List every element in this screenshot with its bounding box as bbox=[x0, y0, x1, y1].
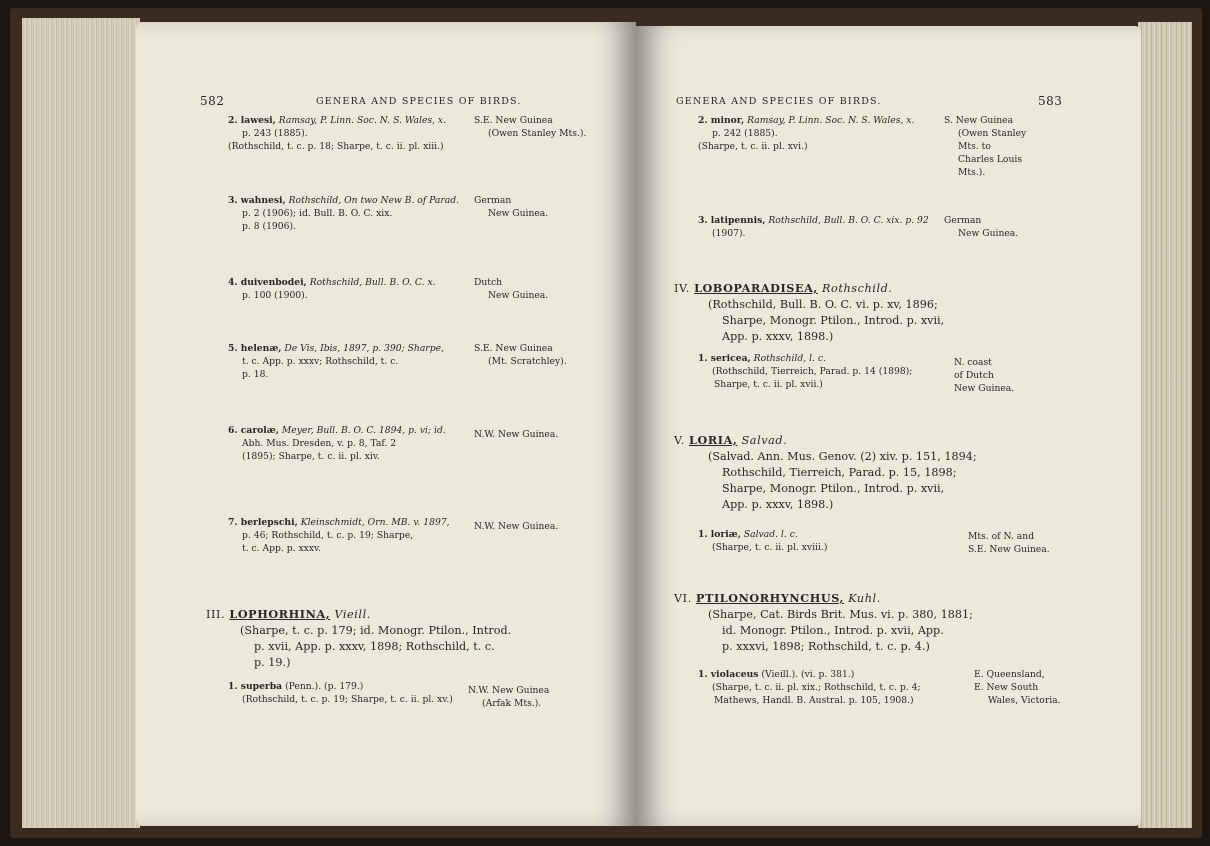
citation-line: p. 46; Rothschild, t. c. p. 19; Sharpe, bbox=[242, 530, 414, 541]
left-page bbox=[136, 22, 636, 826]
locality: Wales, Victoria. bbox=[988, 695, 1061, 706]
locality: (Arfak Mts.). bbox=[482, 698, 542, 709]
genus-number: VI. bbox=[674, 592, 692, 605]
genus-heading bbox=[674, 280, 944, 345]
genus-reference: App. p. xxxv, 1898.) bbox=[722, 498, 834, 511]
page-number: 582 bbox=[200, 94, 225, 108]
citation-line: (Rothschild, t. c. p. 18; Sharpe, t. c. ii. pl. xiii.) bbox=[228, 141, 444, 152]
locality: (Owen Stanley bbox=[958, 128, 1027, 139]
citation-line: p. 100 (1900). bbox=[242, 290, 308, 301]
locality: German bbox=[944, 215, 982, 226]
genus-author: Kuhl. bbox=[848, 592, 881, 605]
genus-reference: (Sharpe, Cat. Birds Brit. Mus. vi. p. 380, 1881; bbox=[708, 608, 973, 621]
species-name: 5. helenæ, bbox=[228, 343, 282, 354]
citation-line: (Rothschild, t. c. p. 19; Sharpe, t. c. ii. pl. xv.) bbox=[242, 694, 453, 705]
running-head: GENERA AND SPECIES OF BIRDS. bbox=[676, 96, 882, 107]
genus-author: Rothschild. bbox=[822, 282, 893, 295]
locality: N. coast bbox=[954, 357, 992, 368]
citation-line: p. 2 (1906); id. Bull. B. O. C. xix. bbox=[242, 208, 393, 219]
species-name: 2. minor, bbox=[698, 115, 745, 126]
species-name: 6. carolæ, bbox=[228, 425, 279, 436]
citation-line: Mathews, Handl. B. Austral. p. 105, 1908.) bbox=[714, 695, 914, 706]
citation-line: (Sharpe, t. c. ii. pl. xviii.) bbox=[712, 542, 828, 553]
genus-number: V. bbox=[674, 434, 685, 447]
species-name: 3. latipennis, bbox=[698, 215, 766, 226]
genus-reference: App. p. xxxv, 1898.) bbox=[722, 330, 834, 343]
locality: (Mt. Scratchley). bbox=[488, 356, 567, 367]
locality: German bbox=[474, 195, 512, 206]
locality: Mts.). bbox=[958, 167, 986, 178]
genus-reference: p. xvii, App. p. xxxv, 1898; Rothschild, t. c. bbox=[254, 640, 495, 653]
genus-name: LORIA, bbox=[689, 433, 738, 447]
locality: S. New Guinea bbox=[944, 115, 1014, 126]
right-page bbox=[636, 26, 1141, 826]
locality: E. Queensland, bbox=[974, 669, 1045, 680]
citation-line: Sharpe, t. c. ii. pl. xvii.) bbox=[714, 379, 823, 390]
citation-line: Ramsay, P. Linn. Soc. N. S. Wales, x. bbox=[278, 115, 447, 126]
species-name: 2. lawesi, bbox=[228, 115, 276, 126]
citation-line: t. c. App. p. xxxv; Rothschild, t. c. bbox=[242, 356, 399, 367]
locality: E. New South bbox=[974, 682, 1039, 693]
locality: S.E. New Guinea. bbox=[968, 544, 1050, 555]
genus-name: LOPHORHINA, bbox=[229, 607, 331, 621]
genus-reference: p. xxxvi, 1898; Rothschild, t. c. p. 4.) bbox=[722, 640, 930, 653]
genus-reference: (Rothschild, Bull. B. O. C. vi. p. xv, 1896; bbox=[708, 298, 938, 311]
citation-line: (1907). bbox=[712, 228, 746, 239]
genus-heading bbox=[674, 432, 977, 513]
page-edges-left bbox=[22, 18, 140, 828]
genus-name: PTILONORHYNCHUS, bbox=[696, 591, 845, 605]
species-name: 3. wahnesi, bbox=[228, 195, 286, 206]
citation-line: p. 18. bbox=[242, 369, 269, 380]
genus-reference: p. 19.) bbox=[254, 656, 291, 669]
citation-line: (Rothschild, Tierreich, Parad. p. 14 (1898); bbox=[712, 366, 913, 377]
citation-line: Rothschild, Bull. B. O. C. xix. p. 92 bbox=[768, 215, 929, 226]
locality: New Guinea. bbox=[488, 290, 549, 301]
running-head: GENERA AND SPECIES OF BIRDS. bbox=[316, 96, 522, 107]
citation-line: p. 243 (1885). bbox=[242, 128, 308, 139]
page-number: 583 bbox=[1038, 94, 1063, 108]
citation-line: (Sharpe, t. c. ii. pl. xvi.) bbox=[698, 141, 808, 152]
locality: S.E. New Guinea bbox=[474, 343, 553, 354]
locality: of Dutch bbox=[954, 370, 994, 381]
locality: N.W. New Guinea. bbox=[474, 429, 559, 440]
locality: Mts. to bbox=[958, 141, 991, 152]
genus-reference: (Sharpe, t. c. p. 179; id. Monogr. Ptilon., Introd. bbox=[240, 624, 512, 637]
genus-reference: (Salvad. Ann. Mus. Genov. (2) xiv. p. 151, 1894; bbox=[708, 450, 977, 463]
citation-line: Ramsay, P. Linn. Soc. N. S. Wales, x. bbox=[747, 115, 915, 126]
species-name: 7. berlepschi, bbox=[228, 517, 298, 528]
species-name: 1. violaceus bbox=[698, 669, 759, 680]
locality: S.E. New Guinea bbox=[474, 115, 553, 126]
locality: Charles Louis bbox=[958, 154, 1023, 165]
genus-heading bbox=[674, 590, 973, 655]
citation-line: Rothschild, l. c. bbox=[753, 353, 826, 364]
citation-line: Meyer, Bull. B. O. C. 1894, p. vi; id. bbox=[281, 425, 446, 436]
citation-line: (Vieill.). (vi. p. 381.) bbox=[761, 669, 855, 680]
citation-line: t. c. App. p. xxxv. bbox=[242, 543, 322, 554]
page-edges-right bbox=[1138, 22, 1192, 828]
citation-line: p. 8 (1906). bbox=[242, 221, 296, 232]
citation-line: (Penn.). (p. 179.) bbox=[285, 681, 364, 692]
species-name: 1. superba bbox=[228, 681, 283, 692]
genus-reference: id. Monogr. Ptilon., Introd. p. xvii, App. bbox=[722, 624, 944, 637]
citation-line: Abh. Mus. Dresden, v. p. 8, Taf. 2 bbox=[242, 438, 397, 449]
citation-line: De Vis, Ibis, 1897, p. 390; Sharpe, bbox=[284, 343, 444, 354]
citation-line: Rothschild, Bull. B. O. C. x. bbox=[309, 277, 436, 288]
locality: N.W. New Guinea bbox=[468, 685, 550, 696]
genus-name: LOBOPARADISEA, bbox=[694, 281, 818, 295]
citation-line: Kleinschmidt, Orn. MB. v. 1897, bbox=[300, 517, 450, 528]
locality: New Guinea. bbox=[958, 228, 1019, 239]
species-name: 1. sericea, bbox=[698, 353, 751, 364]
genus-number: III. bbox=[206, 608, 226, 621]
locality: Dutch bbox=[474, 277, 503, 288]
locality: Mts. of N. and bbox=[968, 531, 1035, 542]
locality: N.W. New Guinea. bbox=[474, 521, 559, 532]
genus-reference: Sharpe, Monogr. Ptilon., Introd. p. xvii, bbox=[722, 314, 945, 327]
genus-number: IV. bbox=[674, 282, 690, 295]
genus-reference: Sharpe, Monogr. Ptilon., Introd. p. xvii, bbox=[722, 482, 945, 495]
genus-author: Salvad. bbox=[741, 434, 788, 447]
citation-line: Rothschild, On two New B. of Parad. bbox=[288, 195, 460, 206]
citation-line: (Sharpe, t. c. ii. pl. xix.; Rothschild, t. c. p. 4; bbox=[712, 682, 921, 693]
genus-author: Vieill. bbox=[334, 608, 371, 621]
citation-line: p. 242 (1885). bbox=[712, 128, 778, 139]
genus-heading bbox=[206, 606, 511, 671]
species-name: 1. loriæ, bbox=[698, 529, 741, 540]
locality: New Guinea. bbox=[488, 208, 549, 219]
citation-line: (1895); Sharpe, t. c. ii. pl. xiv. bbox=[242, 451, 380, 462]
citation-line: Salvad. l. c. bbox=[743, 529, 798, 540]
locality: New Guinea. bbox=[954, 383, 1015, 394]
species-name: 4. duivenbodei, bbox=[228, 277, 307, 288]
genus-reference: Rothschild, Tierreich, Parad. p. 15, 1898; bbox=[722, 466, 957, 479]
locality: (Owen Stanley Mts.). bbox=[488, 128, 587, 139]
